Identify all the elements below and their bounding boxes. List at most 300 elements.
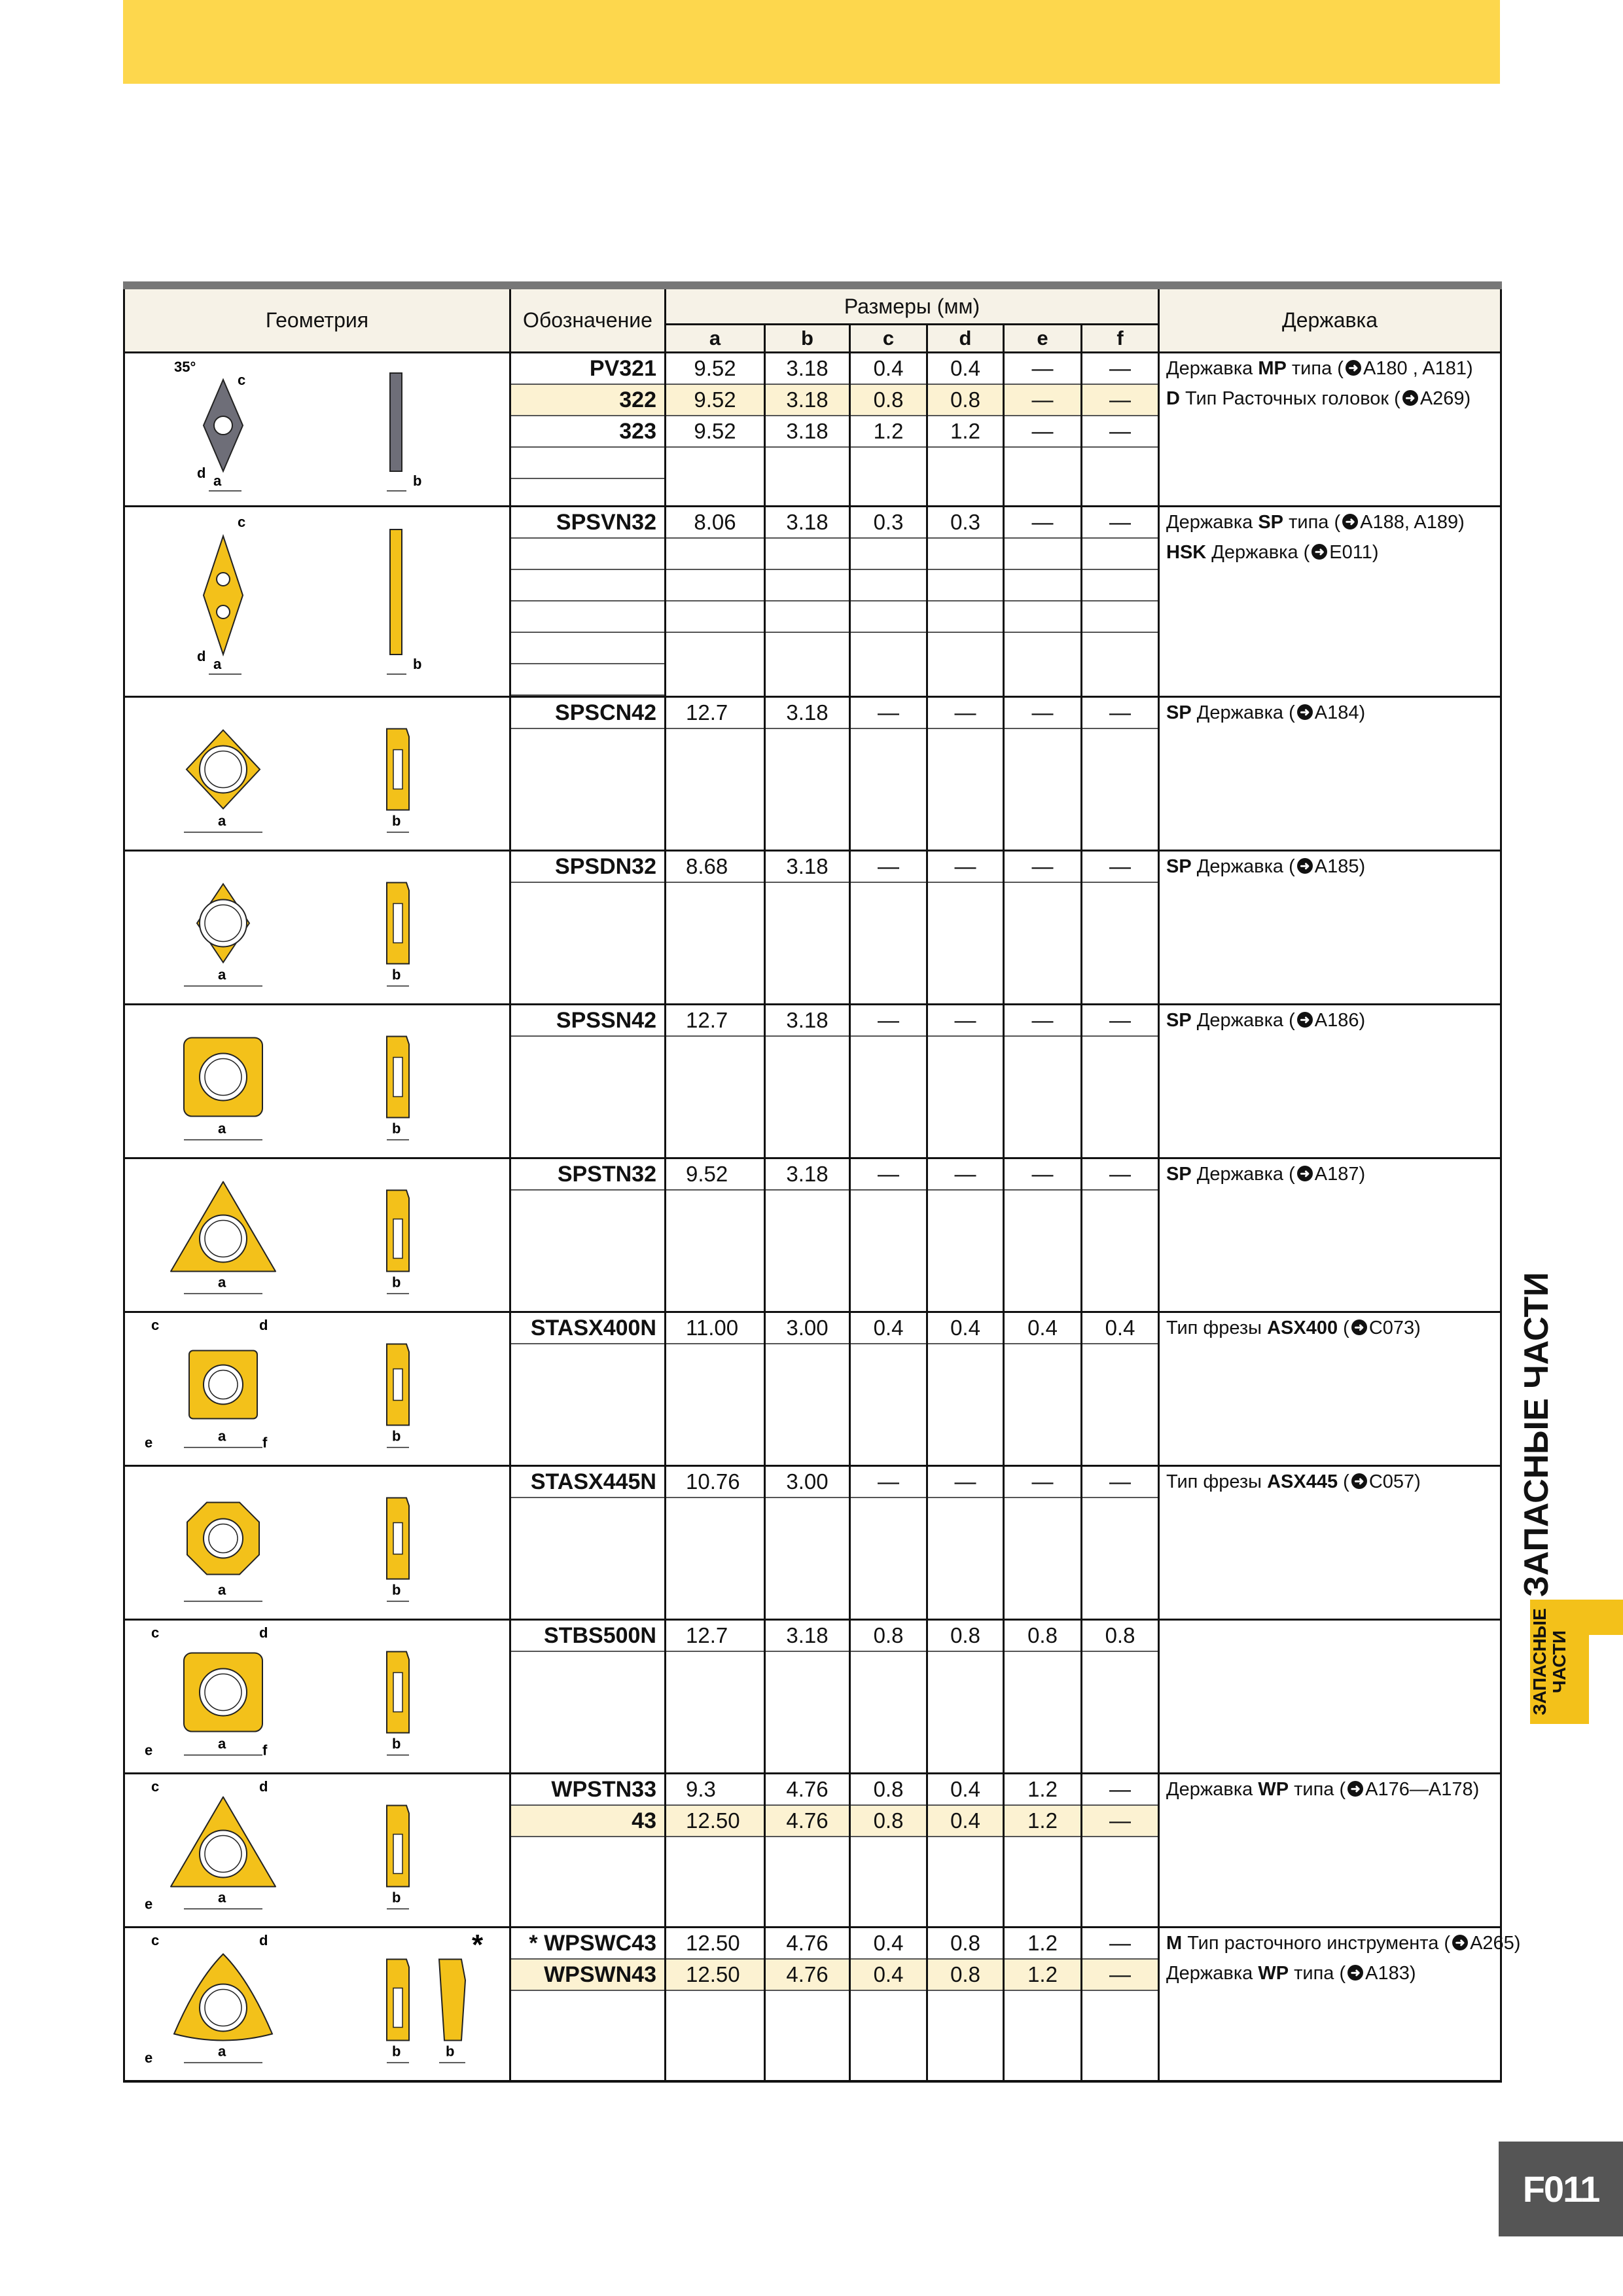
- dimension-value: [928, 601, 1003, 633]
- dimension-cell-c: [850, 851, 927, 1005]
- designation-text: 43: [632, 1808, 656, 1833]
- page-ref-arrow-icon: ➜: [1402, 390, 1418, 406]
- dimension-value: [1082, 1652, 1158, 1682]
- dimension-value: 3.18: [766, 1005, 849, 1037]
- section-tab-line2: ЧАСТИ: [1549, 1630, 1569, 1693]
- dimension-cell-a: [666, 1774, 765, 1928]
- dimension-cell-b: [765, 1312, 850, 1466]
- dimension-value: [1005, 1652, 1080, 1682]
- holder-page-ref[interactable]: A188, A189): [1360, 512, 1465, 533]
- dimension-cell-d: [927, 1158, 1004, 1312]
- geometry-cell: [124, 1928, 510, 2081]
- dimension-cell-e: [1004, 697, 1082, 851]
- holder-reference: [1166, 1159, 1500, 1189]
- holder-page-ref[interactable]: C057): [1368, 1471, 1421, 1492]
- holder-type: ASX400: [1267, 1318, 1338, 1338]
- dimension-value: [1082, 1191, 1158, 1221]
- dimension-value: [928, 1991, 1003, 2021]
- dimension-value: [766, 1837, 849, 1867]
- page-number: F011: [1499, 2142, 1623, 2236]
- dimension-value: —: [1082, 416, 1158, 448]
- holder-page-ref[interactable]: A265): [1470, 1933, 1521, 1954]
- dimension-value: 9.52: [666, 353, 764, 385]
- dimension-value: 0.8: [1005, 1621, 1080, 1652]
- dimension-value: 3.18: [766, 698, 849, 729]
- insert-top-view: [204, 536, 243, 655]
- designation: [511, 448, 664, 479]
- dimension-cell-a: [666, 1005, 765, 1158]
- page-ref-arrow-icon: ➜: [1297, 1012, 1313, 1028]
- dimension-value: [766, 539, 849, 570]
- dimension-value: —: [1082, 1159, 1158, 1191]
- dimension-cell-a: [666, 353, 765, 507]
- dimension-value: 12.50: [666, 1806, 764, 1837]
- dimension-value: [766, 729, 849, 759]
- table-row: [124, 851, 1501, 1005]
- insert-hole: [217, 573, 230, 586]
- holder-cell: [1159, 507, 1501, 697]
- dimension-cell-d: [927, 353, 1004, 507]
- label-d: d: [259, 1778, 268, 1795]
- dimension-value: 3.18: [766, 385, 849, 416]
- dimension-value: 1.2: [1005, 1806, 1080, 1837]
- insert-side-hole: [393, 1523, 402, 1554]
- label-a: a: [218, 1120, 226, 1137]
- holder-type: WP: [1258, 1779, 1289, 1800]
- dimension-value: —: [1005, 1159, 1080, 1191]
- dimension-cell-d: [927, 1005, 1004, 1158]
- page-ref-arrow-icon: ➜: [1452, 1935, 1468, 1950]
- dimension-cell-b: [765, 1774, 850, 1928]
- holder-desc: типа (: [1289, 1963, 1346, 1984]
- holder-type: SP: [1166, 702, 1192, 723]
- insert-hole: [214, 416, 232, 435]
- dimension-value: [928, 1344, 1003, 1374]
- table-row: [124, 1774, 1501, 1928]
- designation: [511, 1960, 664, 1991]
- insert-side-hole: [393, 1988, 402, 2028]
- geometry-cell: [124, 1466, 510, 1620]
- dimension-value: [766, 601, 849, 633]
- label-b: b: [392, 1581, 401, 1598]
- dimension-value: 3.18: [766, 1159, 849, 1191]
- dimension-value: —: [1082, 353, 1158, 385]
- designation-text: SPSTN32: [557, 1162, 656, 1187]
- dimension-value: —: [1082, 698, 1158, 729]
- insert-drawing: [125, 852, 511, 1003]
- dimension-value: 0.4: [851, 1313, 926, 1344]
- dimension-cell-e: [1004, 1620, 1082, 1774]
- dimension-value: 12.7: [666, 698, 764, 729]
- geometry-cell: [124, 851, 510, 1005]
- section-tab-line1: ЗАПАСНЫЕ: [1529, 1608, 1550, 1715]
- dimension-value: —: [1082, 1774, 1158, 1806]
- section-tab-label: [1530, 1600, 1589, 1724]
- dimension-value: [1082, 1991, 1158, 2021]
- holder-page-ref[interactable]: A185): [1314, 856, 1366, 877]
- holder-type: SP: [1166, 1164, 1192, 1185]
- holder-cell: [1159, 1928, 1521, 2081]
- dimension-value: 0.8: [928, 1928, 1003, 1960]
- dimension-value: [1082, 448, 1158, 478]
- dimension-cell-e: [1004, 1928, 1082, 2081]
- label-a: a: [218, 1427, 226, 1444]
- dimension-value: [1005, 570, 1080, 601]
- insert-hole: [200, 1054, 247, 1101]
- dimension-value: [1005, 601, 1080, 633]
- designation-text: SPSSN42: [556, 1008, 656, 1033]
- dimension-value: [666, 570, 764, 601]
- dimension-cell-f: [1082, 1620, 1159, 1774]
- dimension-cell-f: [1082, 1466, 1159, 1620]
- label-c: c: [151, 1778, 160, 1795]
- table-row: [124, 1005, 1501, 1158]
- dimension-value: [1005, 1037, 1080, 1067]
- holder-page-ref[interactable]: A180 , A181): [1363, 358, 1473, 379]
- holder-prefix: Державка: [1166, 1779, 1258, 1800]
- dimension-cell-d: [927, 1774, 1004, 1928]
- geometry-cell: [124, 1158, 510, 1312]
- label-b-2: b: [446, 2043, 455, 2060]
- dimension-cell-a: [666, 1466, 765, 1620]
- designation-cell: [510, 1312, 666, 1466]
- dimension-value: —: [1082, 1960, 1158, 1991]
- label-f: f: [262, 1434, 268, 1451]
- designation-text: WPSWC43: [544, 1931, 656, 1956]
- section-tab-notch: [1589, 1626, 1623, 1724]
- holder-reference: [1166, 1774, 1500, 1804]
- top-accent-bar: [123, 0, 1500, 84]
- star-mark: *: [472, 1929, 484, 1961]
- designation-text: 322: [619, 387, 656, 412]
- insert-spec-table: [123, 281, 1521, 2083]
- insert-hole: [200, 1215, 247, 1263]
- designation-text: STASX400N: [530, 1316, 656, 1340]
- holder-desc: типа (: [1286, 358, 1344, 379]
- holder-page-ref[interactable]: A186): [1314, 1010, 1366, 1031]
- dimension-cell-e: [1004, 1466, 1082, 1620]
- table-row: [124, 507, 1501, 697]
- insert-drawing: [125, 507, 511, 689]
- holder-desc: (: [1338, 1471, 1349, 1492]
- dimension-cell-f: [1082, 353, 1159, 507]
- designation-text: 323: [619, 419, 656, 444]
- geometry-cell: [124, 1312, 510, 1466]
- holder-prefix: Тип фрезы: [1166, 1318, 1268, 1338]
- holder-reference: [1166, 507, 1500, 537]
- star-marker: *: [529, 1931, 538, 1956]
- page-ref-arrow-icon: ➜: [1351, 1473, 1367, 1489]
- dimension-value: 3.00: [766, 1313, 849, 1344]
- dimension-value: 3.18: [766, 1621, 849, 1652]
- dimension-cell-e: [1004, 1158, 1082, 1312]
- col-c: c: [850, 325, 927, 353]
- holder-page-ref[interactable]: A176—A178): [1365, 1779, 1480, 1800]
- dimension-value: [1082, 1344, 1158, 1374]
- dimension-value: [666, 1652, 764, 1682]
- dimension-value: [851, 601, 926, 633]
- insert-side-hole: [393, 1673, 402, 1712]
- dimension-value: 0.4: [851, 1928, 926, 1960]
- holder-reference: [1166, 852, 1500, 882]
- dimension-value: [666, 1191, 764, 1221]
- label-e: e: [145, 1434, 153, 1451]
- dimension-value: [1082, 539, 1158, 570]
- dimension-value: —: [1005, 416, 1080, 448]
- holder-prefix: Державка: [1166, 358, 1258, 379]
- dimension-cell-b: [765, 1158, 850, 1312]
- dimension-value: 0.4: [928, 353, 1003, 385]
- label-a: a: [218, 1581, 226, 1598]
- insert-side-hole: [393, 1835, 402, 1874]
- dimension-cell-a: [666, 507, 765, 697]
- dimension-value: —: [928, 1467, 1003, 1498]
- label-a: a: [218, 1889, 226, 1906]
- dimension-value: 4.76: [766, 1928, 849, 1960]
- dimension-value: [1005, 1991, 1080, 2021]
- holder-page-ref[interactable]: C073): [1368, 1318, 1421, 1338]
- insert-drawing: [125, 1313, 511, 1464]
- holder-reference: [1166, 698, 1500, 728]
- label-e: e: [145, 2049, 153, 2066]
- insert-hole: [200, 900, 247, 947]
- label-d: d: [197, 648, 206, 664]
- angle-label: 35°: [174, 359, 196, 375]
- dimension-value: [851, 1837, 926, 1867]
- geometry-cell: [124, 697, 510, 851]
- dimension-value: [1005, 883, 1080, 913]
- dimension-value: [666, 601, 764, 633]
- dimension-value: [1082, 570, 1158, 601]
- dimension-value: [1005, 729, 1080, 759]
- designation: [511, 385, 664, 416]
- page-ref-arrow-icon: ➜: [1342, 514, 1358, 529]
- col-b: b: [765, 325, 850, 353]
- dimension-value: [1082, 1037, 1158, 1067]
- dimension-value: —: [928, 698, 1003, 729]
- label-b: b: [413, 656, 422, 672]
- holder-cell: [1159, 1774, 1501, 1928]
- dimension-cell-b: [765, 353, 850, 507]
- dimension-value: 1.2: [1005, 1928, 1080, 1960]
- designation-cell: [510, 1005, 666, 1158]
- dimension-cell-e: [1004, 1774, 1082, 1928]
- dimension-value: [666, 448, 764, 478]
- dimension-cell-c: [850, 1466, 927, 1620]
- table-row: [124, 1928, 1501, 2081]
- dimension-cell-e: [1004, 507, 1082, 697]
- dimension-cell-d: [927, 697, 1004, 851]
- dimension-cell-f: [1082, 1158, 1159, 1312]
- dimension-cell-e: [1004, 1005, 1082, 1158]
- dimension-value: [766, 1191, 849, 1221]
- dimension-value: —: [928, 1159, 1003, 1191]
- dimension-cell-b: [765, 1005, 850, 1158]
- dimension-value: —: [928, 852, 1003, 883]
- dimension-value: [851, 570, 926, 601]
- dimension-value: —: [1082, 1467, 1158, 1498]
- holder-reference: [1166, 537, 1500, 567]
- dimension-value: —: [1005, 353, 1080, 385]
- holder-type: M: [1166, 1933, 1183, 1954]
- dimension-cell-b: [765, 1466, 850, 1620]
- dimension-value: [928, 539, 1003, 570]
- dimension-value: —: [1005, 507, 1080, 539]
- dimension-value: —: [1005, 1467, 1080, 1498]
- dimension-value: —: [1082, 1005, 1158, 1037]
- holder-cell: [1159, 353, 1501, 507]
- designation: [511, 570, 664, 601]
- designation: [511, 1774, 664, 1806]
- holder-type: WP: [1258, 1963, 1289, 1984]
- dimension-value: —: [851, 852, 926, 883]
- insert-side-view: [390, 373, 402, 471]
- dimension-value: [766, 1991, 849, 2021]
- holder-page-ref[interactable]: A184): [1314, 702, 1366, 723]
- label-b: b: [392, 1735, 401, 1752]
- dimension-value: —: [1082, 852, 1158, 883]
- dimension-value: [1082, 1837, 1158, 1867]
- designation-text: SPSDN32: [555, 854, 656, 879]
- insert-side-hole: [393, 1369, 402, 1401]
- dimension-value: [851, 729, 926, 759]
- dimension-value: —: [1005, 698, 1080, 729]
- dimension-cell-d: [927, 1620, 1004, 1774]
- designation-cell: [510, 1774, 666, 1928]
- section-title-vertical: ЗАПАСНЫЕ ЧАСТИ: [1518, 1272, 1556, 1597]
- designation-text: PV321: [589, 356, 656, 381]
- dimension-value: 1.2: [1005, 1960, 1080, 1991]
- dimension-value: [1005, 1498, 1080, 1528]
- holder-desc: Державка (: [1191, 1164, 1295, 1185]
- dimension-value: 0.8: [851, 1774, 926, 1806]
- holder-type: D: [1166, 388, 1180, 409]
- label-c: c: [151, 1317, 160, 1333]
- dimension-cell-a: [666, 1312, 765, 1466]
- col-d: d: [927, 325, 1004, 353]
- dimension-value: —: [851, 698, 926, 729]
- holder-page-ref[interactable]: A187): [1314, 1164, 1366, 1185]
- dimension-value: [766, 1037, 849, 1067]
- dimension-value: —: [1082, 385, 1158, 416]
- dimension-value: 9.52: [666, 1159, 764, 1191]
- insert-drawing: [125, 698, 511, 849]
- designation-cell: [510, 1158, 666, 1312]
- page-ref-arrow-icon: ➜: [1351, 1319, 1367, 1335]
- col-f: f: [1082, 325, 1159, 353]
- label-e: e: [145, 1742, 153, 1759]
- dimension-value: —: [1005, 1005, 1080, 1037]
- designation: [511, 539, 664, 570]
- label-b: b: [392, 966, 401, 983]
- header-geometry: Геометрия: [124, 285, 510, 353]
- dimension-value: [666, 1837, 764, 1867]
- dimension-cell-a: [666, 1158, 765, 1312]
- dimension-value: [851, 1344, 926, 1374]
- dimension-value: [666, 1498, 764, 1528]
- dimension-value: 0.8: [1082, 1621, 1158, 1652]
- holder-type: MP: [1258, 358, 1287, 379]
- designation: [511, 1806, 664, 1837]
- label-d: d: [197, 465, 206, 481]
- dimension-cell-c: [850, 507, 927, 697]
- holder-cell: [1159, 1158, 1501, 1312]
- dimension-value: —: [1082, 1806, 1158, 1837]
- dimension-cell-f: [1082, 1312, 1159, 1466]
- dimension-value: 0.4: [1005, 1313, 1080, 1344]
- insert-drawing: [125, 1774, 511, 1926]
- page-ref-arrow-icon: ➜: [1346, 360, 1361, 376]
- dimension-cell-d: [927, 1312, 1004, 1466]
- holder-type: ASX445: [1267, 1471, 1338, 1492]
- table-row: [124, 1312, 1501, 1466]
- insert-side-hole: [393, 1058, 402, 1097]
- dimension-value: 0.4: [928, 1774, 1003, 1806]
- designation-text: WPSTN33: [551, 1777, 656, 1802]
- dimension-value: 0.4: [851, 353, 926, 385]
- label-a: a: [218, 1735, 226, 1752]
- designation: [511, 852, 664, 883]
- dimension-cell-a: [666, 1620, 765, 1774]
- page-ref-arrow-icon: ➜: [1297, 1166, 1313, 1181]
- dimension-value: [928, 570, 1003, 601]
- dimension-value: 9.3: [666, 1774, 764, 1806]
- dimension-value: 12.7: [666, 1621, 764, 1652]
- label-b: b: [392, 1120, 401, 1137]
- dimension-value: 0.8: [928, 1621, 1003, 1652]
- page-ref-arrow-icon: ➜: [1347, 1781, 1363, 1797]
- dimension-value: [851, 883, 926, 913]
- designation: [511, 1621, 664, 1652]
- dimension-cell-c: [850, 1620, 927, 1774]
- dimension-value: [851, 1498, 926, 1528]
- designation-cell: [510, 507, 666, 697]
- label-c: c: [238, 514, 246, 530]
- dimension-cell-b: [765, 851, 850, 1005]
- holder-desc: Державка (: [1191, 702, 1295, 723]
- dimension-value: 0.3: [928, 507, 1003, 539]
- dimension-value: [766, 570, 849, 601]
- dimension-value: [928, 729, 1003, 759]
- insert-hole: [200, 1831, 247, 1878]
- dimension-value: [928, 1498, 1003, 1528]
- holder-reference: [1166, 384, 1500, 414]
- designation-text: STASX445N: [530, 1469, 656, 1494]
- label-d: d: [259, 1624, 268, 1641]
- holder-desc: (: [1338, 1318, 1349, 1338]
- dimension-value: [666, 883, 764, 913]
- holder-desc: типа (: [1289, 1779, 1346, 1800]
- holder-page-ref[interactable]: A183): [1365, 1963, 1416, 1984]
- dimension-value: 10.76: [666, 1467, 764, 1498]
- table-row: [124, 1466, 1501, 1620]
- holder-page-ref[interactable]: A269): [1419, 388, 1471, 409]
- holder-cell: [1159, 1620, 1501, 1774]
- dimension-value: [1082, 883, 1158, 913]
- dimension-cell-a: [666, 697, 765, 851]
- holder-page-ref[interactable]: E011): [1329, 542, 1379, 563]
- dimension-value: 0.8: [928, 1960, 1003, 1991]
- designation-cell: [510, 1928, 666, 2081]
- dimension-value: —: [851, 1467, 926, 1498]
- insert-drawing: [125, 1928, 511, 2079]
- dimension-value: —: [851, 1159, 926, 1191]
- dimension-cell-c: [850, 697, 927, 851]
- dimension-cell-b: [765, 1928, 850, 2081]
- insert-hole-2: [217, 605, 230, 619]
- holder-type: SP: [1166, 1010, 1192, 1031]
- holder-desc: Державка (: [1206, 542, 1310, 563]
